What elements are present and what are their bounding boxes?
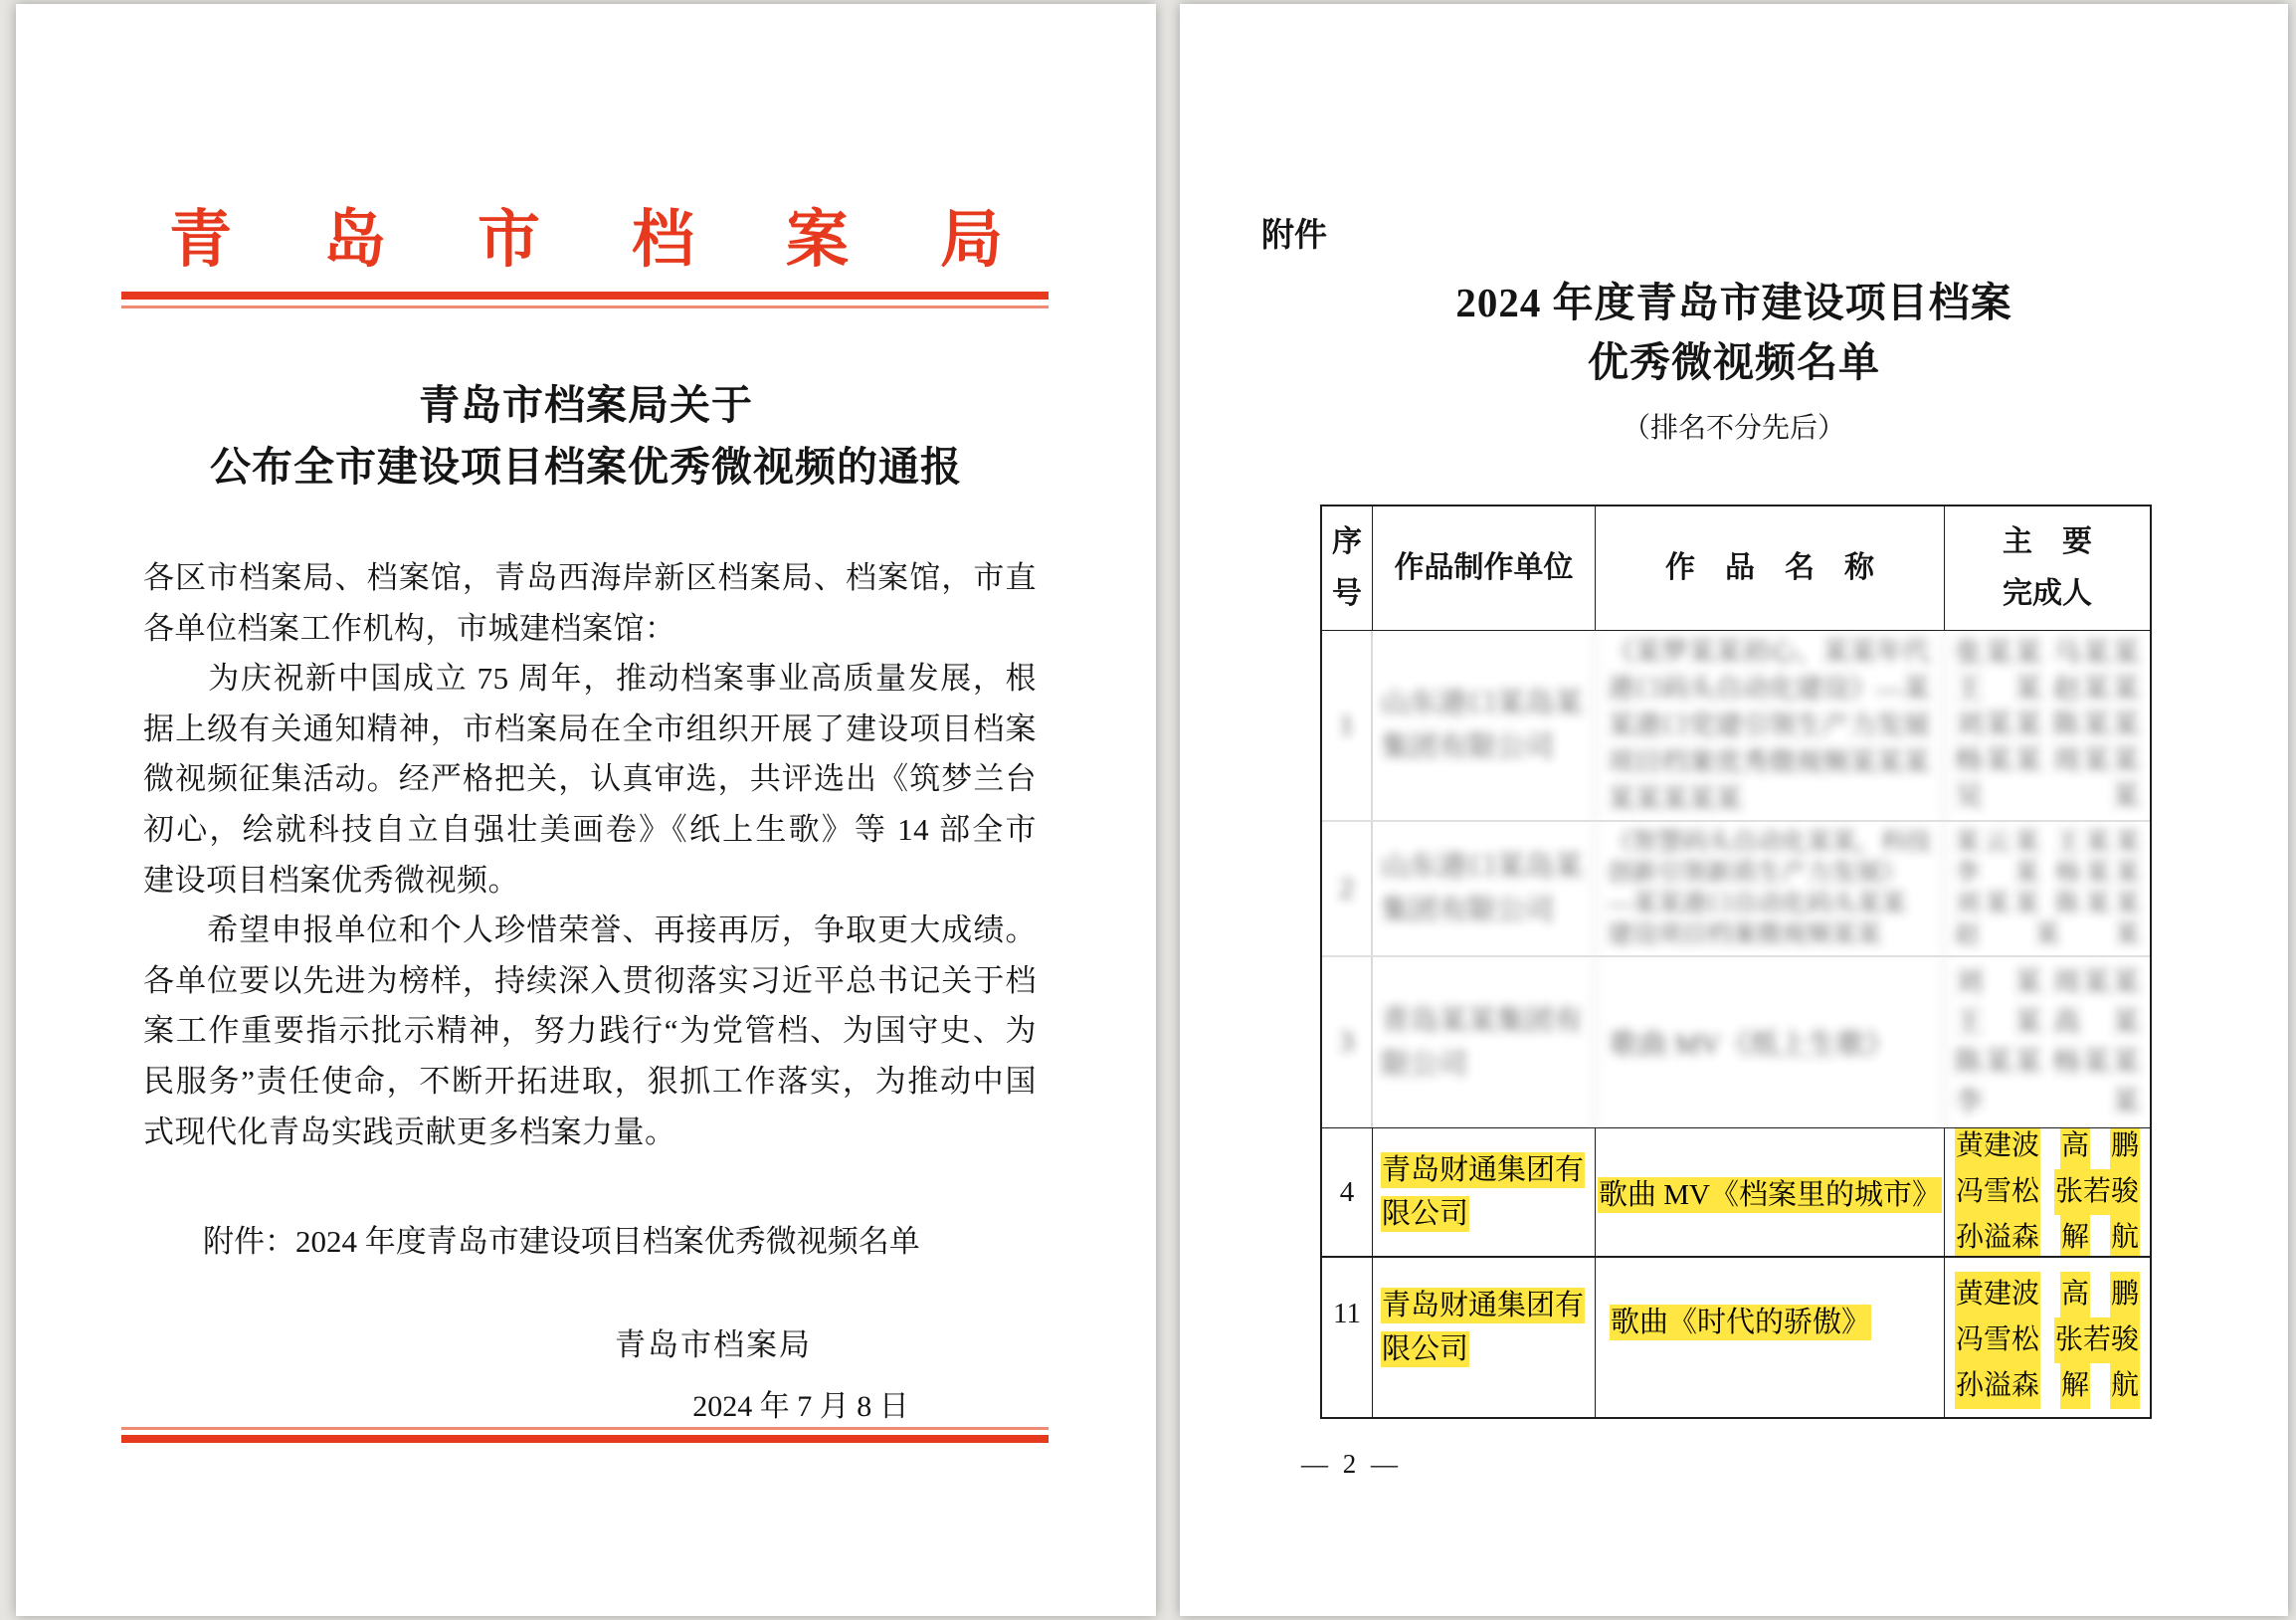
row-people: 黄建波 高 鹏 冯雪松 张若骏 孙溢森 解 航 xyxy=(1945,1128,2150,1256)
table-row-blurred xyxy=(1322,957,2150,1128)
row-no: 2 xyxy=(1339,872,1354,905)
row-no: 4 xyxy=(1322,1128,1373,1256)
row-no: 1 xyxy=(1339,709,1354,741)
body-line: 各区市档案局、档案馆，青岛西海岸新区档案局、档案馆，市直 xyxy=(143,560,1037,595)
rule-thick xyxy=(121,292,1049,300)
row-title: 歌曲 MV《纸上生歌》 xyxy=(1596,957,1945,1127)
table-row-blurred xyxy=(1322,631,2150,822)
signature-date: 2024 年 7 月 8 日 xyxy=(692,1390,909,1423)
notice-title xyxy=(16,374,1156,498)
row-unit: 青岛财通集团有 限公司 xyxy=(1373,1128,1596,1256)
attachment-reference: 附件：2024 年度青岛市建设项目档案优秀微视频名单 xyxy=(203,1224,920,1259)
body-line: 初心，绘就科技自立自强壮美画卷》《纸上生歌》等 14 部全市 xyxy=(143,811,1037,847)
org-letterhead: 青岛市档案局 xyxy=(169,205,1094,275)
row-title: 歌曲《时代的骄傲》 xyxy=(1596,1258,1945,1417)
list-title-line2: 优秀微视频名单 xyxy=(1588,339,1880,385)
row-title: 歌曲 MV《档案里的城市》 xyxy=(1596,1128,1945,1256)
list-title-line1: 2024 年度青岛市建设项目档案 xyxy=(1455,280,2012,325)
video-list-table xyxy=(1320,505,2152,1419)
body-line: 微视频征集活动。经严格把关，认真审选，共评选出《筑梦兰台 xyxy=(143,761,1037,797)
row-people: 刘 某 周某某 王 某 高 某 陈某某 杨某某 李 某 xyxy=(1955,966,2140,1117)
rule-thick xyxy=(121,1435,1049,1443)
row-unit: 山东港口某岛某 集团有限公司 xyxy=(1373,631,1596,820)
table-row-highlighted xyxy=(1322,1258,2150,1417)
row-unit: 青岛财通集团有 限公司 xyxy=(1373,1258,1596,1417)
body-line: 各单位要以先进为榜样，持续深入贯彻落实习近平总书记关于档 xyxy=(143,962,1037,998)
header-cell-people: 主 要 完成人 xyxy=(2003,525,2092,610)
footer-rule xyxy=(121,1427,1049,1443)
attachment-page xyxy=(1180,4,2288,1616)
body-line: 式现代化青岛实践贡献更多档案力量。 xyxy=(143,1114,676,1149)
header-cell-title: 作 品 名 称 xyxy=(1596,506,1945,630)
body-line: 民服务”责任使命，不断开拓进取，狠抓工作落实，为推动中国 xyxy=(143,1063,1037,1099)
signature-org: 青岛市档案局 xyxy=(615,1327,812,1362)
row-people: 某云某 王某某 李 某 杨某某 刘某某 陈某某 赵某某 xyxy=(1955,829,2140,948)
body-line: 各单位档案工作机构，市城建档案馆： xyxy=(143,610,676,646)
row-no: 11 xyxy=(1322,1258,1373,1417)
body-line: 据上级有关通知精神，市档案局在全市组织开展了建设项目档案 xyxy=(143,710,1037,746)
table-row-blurred xyxy=(1322,822,2150,957)
header-cell-unit: 作品制作单位 xyxy=(1373,506,1596,630)
attachment-label: 附件 xyxy=(1261,216,1327,253)
row-title: 《某梦某某初心、某某年代 港口码头自动化建设》—某 某港口党建引领生产力发展 项目档案优秀微视频某某某 某某某某某 xyxy=(1596,631,1945,820)
row-title: 《智慧码头自动化某某，科技 创新引领新质生产力发展》 —某某港口自动化码头某某 建设项目档案微视频某某 xyxy=(1596,822,1945,955)
table-header-row xyxy=(1322,506,2150,631)
body-line: 为庆祝新中国成立 75 周年，推动档案事业高质量发展，根 xyxy=(143,661,1037,697)
row-unit: 青岛某某集团有 限公司 xyxy=(1373,957,1596,1127)
list-subtitle: （排名不分先后） xyxy=(1622,413,1845,444)
row-no: 3 xyxy=(1339,1026,1354,1058)
notice-title-line2: 公布全市建设项目档案优秀微视频的通报 xyxy=(210,444,962,490)
row-people: 张某某 马某某 王 某 赵某某 刘某某 陈某某 杨某某 周某某 吴 某 xyxy=(1955,638,2140,812)
rule-thin xyxy=(121,1427,1049,1430)
page-number: — 2 — xyxy=(1301,1449,1402,1479)
notice-body xyxy=(143,553,1037,1157)
notice-page xyxy=(16,4,1156,1616)
row-unit: 山东港口某岛某 集团有限公司 xyxy=(1373,822,1596,955)
notice-title-line1: 青岛市档案局关于 xyxy=(419,382,753,428)
header-cell-no: 序 号 xyxy=(1322,506,1373,630)
list-title xyxy=(1180,273,2288,392)
body-line: 建设项目档案优秀微视频。 xyxy=(143,862,519,898)
rule-thin xyxy=(121,305,1049,308)
letterhead-rule xyxy=(121,292,1049,308)
body-line: 希望申报单位和个人珍惜荣誉、再接再厉，争取更大成绩。 xyxy=(143,912,1037,948)
body-line: 案工作重要指示批示精神，努力践行“为党管档、为国守史、为 xyxy=(143,1013,1037,1049)
row-people: 黄建波 高 鹏 冯雪松 张若骏 孙溢森 解 航 xyxy=(1945,1258,2150,1417)
table-row-highlighted xyxy=(1322,1128,2150,1258)
